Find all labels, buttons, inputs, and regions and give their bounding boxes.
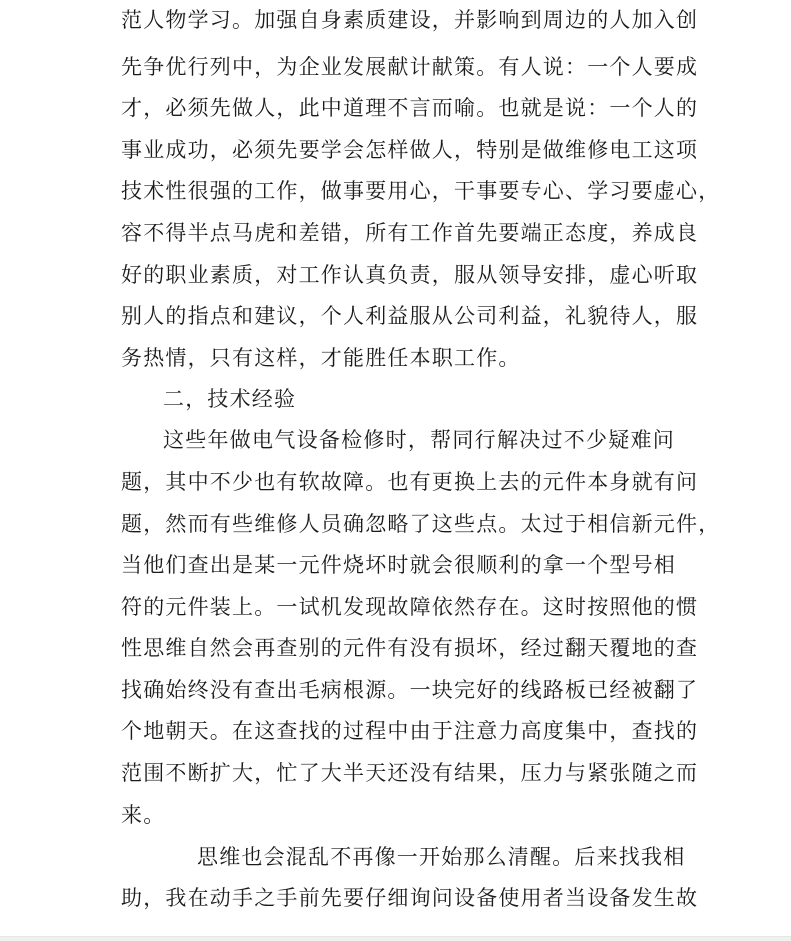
text-line: 别人的指点和建议，个人利益服从公司利益，礼貌待人，服	[121, 304, 699, 328]
text-line: 找确始终没有查出毛病根源。一块完好的线路板已经被翻了	[121, 678, 699, 702]
text-line: 务热情，只有这样，才能胜任本职工作。	[121, 346, 521, 370]
text-line: 范围不断扩大，忙了大半天还没有结果，压力与紧张随之而	[121, 761, 699, 785]
text-line: 助，我在动手之手前先要仔细询问设备使用者当设备发生故	[121, 886, 699, 910]
section-heading: 二，技术经验	[163, 387, 297, 411]
text-line: 才，必须先做人，此中道理不言而喻。也就是说：一个人的	[121, 96, 699, 120]
text-line: 好的职业素质，对工作认真负责，服从领导安排，虚心听取	[121, 263, 699, 287]
text-line: 性思维自然会再查别的元件有没有损坏，经过翻天覆地的查	[121, 636, 699, 660]
text-line: 来。	[121, 803, 166, 827]
text-line: 先争优行列中，为企业发展献计献策。有人说：一个人要成	[121, 55, 699, 79]
text-line: 这些年做电气设备检修时，帮同行解决过不少疑难问	[163, 428, 675, 452]
text-line: 个地朝天。在这查找的过程中由于注意力高度集中，查找的	[121, 719, 699, 743]
text-line: 技术性很强的工作，做事要用心，干事要专心、学习要虚心，	[121, 179, 721, 203]
text-line: 范人物学习。加强自身素质建设，并影响到周边的人加入创	[121, 8, 699, 32]
text-line: 事业成功，必须先要学会怎样做人，特别是做维修电工这项	[121, 138, 699, 162]
text-line: 题，其中不少也有软故障。也有更换上去的元件本身就有问	[121, 470, 699, 494]
text-line: 思维也会混乱不再像一开始那么清醒。后来找我相	[197, 845, 686, 869]
text-line: 题，然而有些维修人员确忽略了这些点。太过于相信新元件，	[121, 512, 721, 536]
text-line: 容不得半点马虎和差错，所有工作首先要端正态度，养成良	[121, 221, 699, 245]
page-bottom-edge	[0, 936, 791, 941]
text-line: 符的元件装上。一试机发现故障依然存在。这时按照他的惯	[121, 595, 699, 619]
text-line: 当他们查出是某一元件烧坏时就会很顺利的拿一个型号相	[121, 553, 676, 577]
